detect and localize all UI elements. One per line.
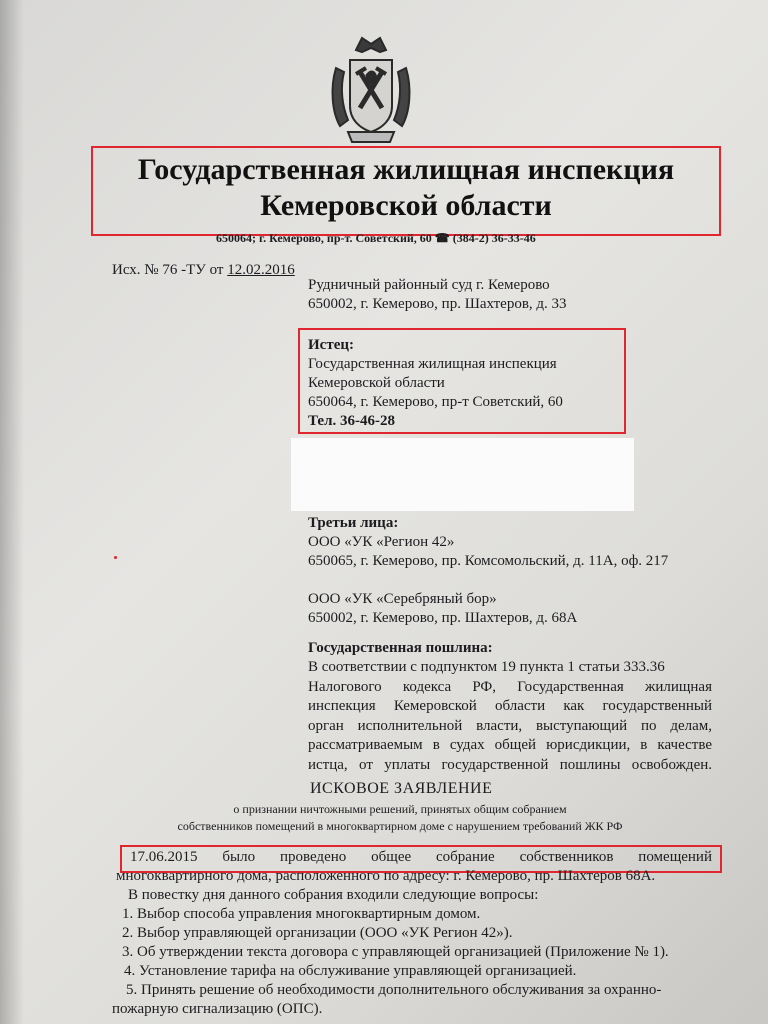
claim-subtitle-line1: о признании ничтожными решений, принятых общим собранием — [233, 802, 567, 816]
state-duty-line — [308, 736, 712, 756]
organization-title-line2: Кемеровской области — [260, 189, 552, 222]
outgoing-date: 12.02.2016 — [227, 262, 295, 278]
state-duty-line — [308, 717, 712, 737]
state-duty-line — [308, 697, 712, 717]
plaintiff-heading: Истец: — [308, 337, 354, 353]
outgoing-number-prefix: Исх. № 76 -ТУ от — [112, 262, 228, 278]
state-duty-line-text: рассматриваемым в судах общей юрисдикции, в качестве — [308, 737, 712, 753]
state-duty-heading-wrap — [308, 639, 493, 658]
body-paragraph1-line2: многоквартирного дома, расположенного по адресу: г. Кемерово, пр. Шахтеров 68А. — [116, 868, 656, 884]
state-duty-line — [308, 678, 712, 698]
body-word: помещений — [638, 849, 712, 865]
agenda-item-3: 3. Об утверждении текста договора с управляющей организацией (Приложение № 1). — [122, 944, 669, 960]
plaintiff-phone: Тел. 36-46-28 — [308, 413, 395, 429]
third-party1-address: 650065, г. Кемерово, пр. Комсомольский, д. 11А, оф. 217 — [308, 553, 669, 569]
state-duty-line — [308, 658, 712, 678]
claim-subtitle-line2: собственников помещений в многоквартирном доме с нарушением требований ЖК РФ — [177, 819, 623, 833]
body-paragraph2: В повестку дня данного собрания входили следующие вопросы: — [128, 887, 539, 903]
state-duty-line-text: Налогового кодекса РФ, Государственная жилищная — [308, 678, 712, 695]
court-address-block — [308, 276, 567, 314]
state-duty-line-text: инспекция Кемеровской области как государственный — [308, 698, 712, 714]
highlight-box-title — [91, 146, 721, 236]
claim-subtitle — [130, 801, 670, 835]
organization-contacts: 650064; г. Кемерово, пр-т. Советский, 60 ☎ (384-2) 36-33-46 — [216, 231, 536, 245]
page-edge-shadow — [0, 0, 24, 1024]
coat-of-arms-icon — [326, 28, 416, 146]
outgoing-number — [112, 262, 295, 279]
state-duty-line-text: В соответствии с подпунктом 19 пункта 1 статьи 333.36 — [308, 659, 665, 675]
third-parties-heading: Третьи лица: — [308, 515, 399, 531]
plaintiff-address: 650064, г. Кемерово, пр-т Советский, 60 — [308, 394, 563, 410]
red-mark — [114, 556, 117, 559]
state-duty-line-text: истца, от уплаты государственной пошлины освобожден. — [308, 756, 712, 773]
state-duty-line-text: орган исполнительной власти, выступающий по делам, — [308, 717, 712, 734]
claim-title: ИСКОВОЕ ЗАЯВЛЕНИЕ — [310, 780, 493, 797]
body-word: было — [222, 849, 256, 865]
agenda-item-5-line1: 5. Принять решение об необходимости дополнительного обслуживания за охранно- — [126, 982, 662, 998]
court-address: 650002, г. Кемерово, пр. Шахтеров, д. 33 — [308, 296, 567, 312]
third-party2-name: ООО «УК «Серебряный бор» — [308, 591, 497, 607]
agenda-item-1: 1. Выбор способа управления многоквартирным домом. — [122, 906, 481, 922]
body-word: проведено — [279, 849, 347, 865]
third-parties-block — [308, 514, 668, 628]
body-word: общее — [371, 849, 412, 865]
state-duty-line — [308, 756, 712, 776]
organization-title-line1: Государственная жилищная инспекция — [137, 153, 675, 186]
court-name: Рудничный районный суд г. Кемерово — [308, 277, 550, 293]
plaintiff-name-line1: Государственная жилищная инспекция — [308, 356, 557, 372]
plaintiff-name-line2: Кемеровской области — [308, 375, 445, 391]
body-word: собрание — [436, 849, 495, 865]
redacted-area — [291, 438, 634, 511]
agenda-item-2: 2. Выбор управляющей организации (ООО «УК Регион 42»). — [122, 925, 513, 941]
third-party2-address: 650002, г. Кемерово, пр. Шахтеров, д. 68А — [308, 610, 578, 626]
third-party1-name: ООО «УК «Регион 42» — [308, 534, 455, 550]
agenda-item-4: 4. Установление тарифа на обслуживание управляющей организацией. — [124, 963, 577, 979]
state-duty-heading: Государственная пошлина: — [308, 640, 493, 656]
highlight-box-plaintiff — [298, 328, 626, 434]
agenda-item-5-line2: пожарную сигнализацию (ОПС). — [112, 1001, 323, 1017]
body-word: 17.06.2015 — [130, 849, 198, 865]
state-duty-text — [308, 658, 712, 775]
body-word: собственников — [519, 849, 614, 865]
